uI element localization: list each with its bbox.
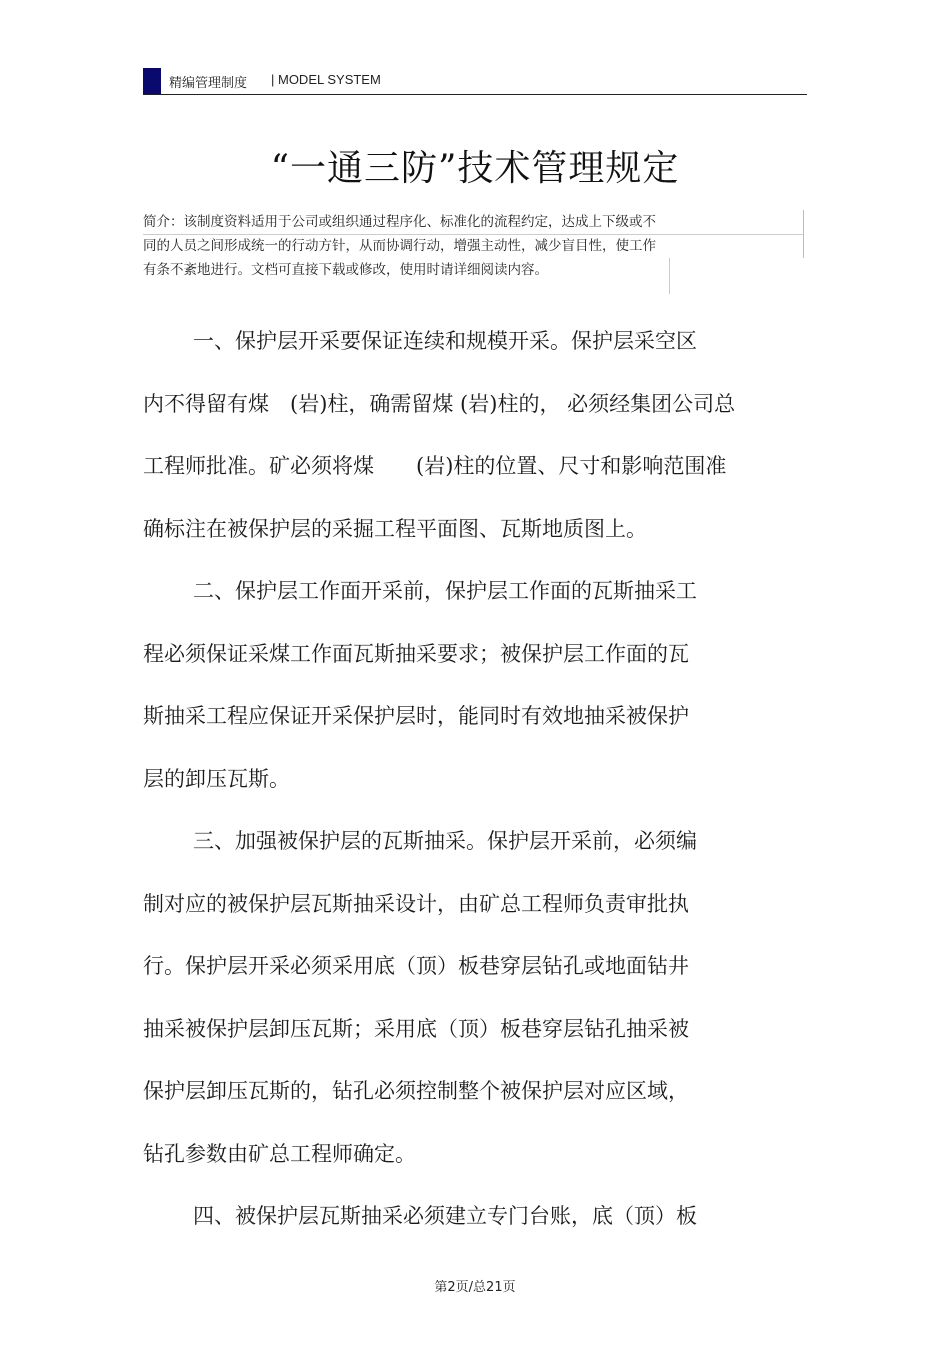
paragraph-3-line: 保护层卸压瓦斯的，钻孔必须控制整个被保护层对应区域， xyxy=(143,1079,689,1103)
paragraph-2-line: 二、保护层工作面开采前，保护层工作面的瓦斯抽采工 xyxy=(193,579,697,603)
intro-block xyxy=(143,210,807,282)
document-title: “一通三防”技术管理规定 xyxy=(270,148,680,189)
paragraph-3-line: 钻孔参数由矿总工程师确定。 xyxy=(143,1141,416,1166)
paragraph-4-line: 四、被保护层瓦斯抽采必须建立专门台账，底（顶）板 xyxy=(193,1204,697,1228)
paragraph-1-line: 确标注在被保护层的采掘工程平面图、瓦斯地质图上。 xyxy=(143,516,647,541)
paragraph-3-line: 三、加强被保护层的瓦斯抽采。保护层开采前，必须编 xyxy=(193,829,697,853)
paragraph-3-line: 抽采被保护层卸压瓦斯；采用底（顶）板巷穿层钻孔抽采被 xyxy=(143,1016,689,1041)
document-body xyxy=(143,310,807,1248)
paragraph-2-line: 层的卸压瓦斯。 xyxy=(143,766,290,791)
intro-line: 有条不紊地进行。文档可直接下载或修改，使用时请详细阅读内容。 xyxy=(143,262,548,278)
paragraph-1-line: 工程师批准。矿必须将煤 (岩)柱的位置、尺寸和影响范围准 xyxy=(143,454,727,478)
intro-line: 同的人员之间形成统一的行动方针，从而协调行动，增强主动性，减少盲目性，使工作 xyxy=(143,238,656,254)
paragraph-2-line: 程必须保证采煤工作面瓦斯抽采要求；被保护层工作面的瓦 xyxy=(143,641,689,666)
header-rule xyxy=(143,94,807,95)
header-brand: 精编管理制度 xyxy=(169,76,248,91)
paragraph-3-line: 行。保护层开采必须采用底（顶）板巷穿层钻孔或地面钻井 xyxy=(143,954,689,978)
paragraph-1-line: 内不得留有煤 (岩)柱，确需留煤 (岩)柱的， 必须经集团公司总 xyxy=(143,391,736,416)
page-number: 第2页/总21页 xyxy=(434,1280,516,1295)
page-header xyxy=(143,66,807,96)
paragraph-1-line: 一、保护层开采要保证连续和规模开采。保护层采空区 xyxy=(193,329,697,353)
logo-icon xyxy=(143,68,161,94)
header-model-system: | MODEL SYSTEM xyxy=(271,72,381,87)
paragraph-2-line: 斯抽采工程应保证开采保护层时，能同时有效地抽采被保护 xyxy=(143,704,689,728)
intro-line: 简介：该制度资料适用于公司或组织通过程序化、标准化的流程约定，达成上下级或不 xyxy=(143,214,656,230)
paragraph-3-line: 制对应的被保护层瓦斯抽采设计，由矿总工程师负责审批执 xyxy=(143,891,689,916)
